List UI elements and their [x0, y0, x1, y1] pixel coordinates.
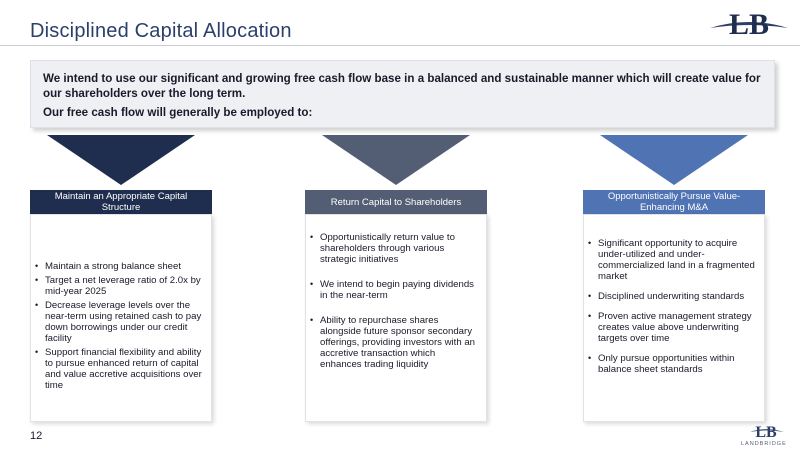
svg-text:LB: LB	[728, 8, 770, 41]
arrow-down-icon	[600, 135, 748, 185]
footer-brand: LANDBRIDGE	[741, 441, 787, 447]
column-body	[30, 214, 212, 422]
column-header: Maintain an Appropriate Capital Structure	[30, 190, 212, 214]
svg-text:LB: LB	[755, 424, 777, 441]
page-title: Disciplined Capital Allocation	[30, 20, 292, 42]
list-item: • Maintain a strong balance sheet	[31, 261, 203, 272]
list-item: • Ability to repurchase shares alongside future sponsor secondary offerings, providing investors with an accretive transaction which enhances trading liquidity	[306, 315, 478, 370]
intro-box	[30, 60, 775, 128]
list-item: • Opportunistically return value to shareholders through various strategic initiatives	[306, 232, 478, 265]
list-item: • Significant opportunity to acquire under-utilized and under-commercialized land in a fragmented market	[584, 238, 756, 282]
list-item: • Proven active management strategy creates value above underwriting targets over time	[584, 311, 756, 344]
list-item: • Disciplined underwriting standards	[584, 291, 756, 302]
title-divider	[0, 45, 800, 46]
list-item: • Only pursue opportunities within balance sheet standards	[584, 353, 756, 375]
page-number: 12	[30, 430, 43, 442]
column-header: Return Capital to Shareholders	[305, 190, 487, 214]
list-item: • Decrease leverage levels over the near-term using retained cash to pay down borrowings under our credit facility	[31, 300, 203, 344]
column-body	[305, 214, 487, 422]
list-item: • Target a net leverage ratio of 2.0x by mid-year 2025	[31, 275, 203, 297]
landbridge-logo-icon	[708, 6, 790, 42]
intro-lead-in: Our free cash flow will generally be employed to:	[43, 106, 313, 119]
column-body	[583, 214, 765, 422]
list-item: • Support financial flexibility and ability to pursue enhanced return of capital and value accretive acquisitions over time	[31, 347, 203, 391]
column-m-and-a	[583, 190, 765, 422]
column-header: Opportunistically Pursue Value-Enhancing M&A	[583, 190, 765, 214]
intro-statement: We intend to use our significant and growing free cash flow base in a balanced and sustainable manner which will create value for our shareholders over the long term.	[43, 72, 761, 100]
column-return-capital	[305, 190, 487, 422]
column-capital-structure	[30, 190, 212, 422]
list-item: • We intend to begin paying dividends in the near-term	[306, 279, 478, 301]
arrow-down-icon	[322, 135, 470, 185]
arrow-down-icon	[47, 135, 195, 185]
